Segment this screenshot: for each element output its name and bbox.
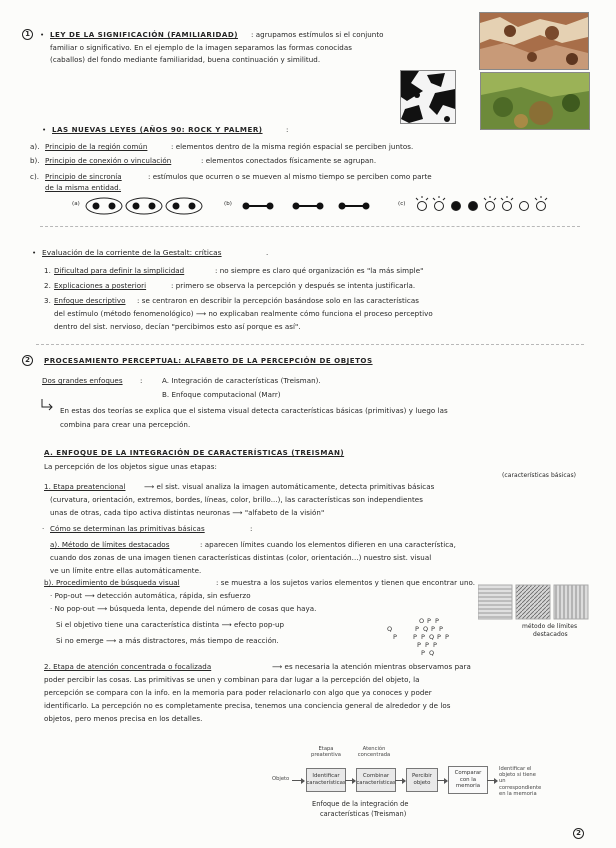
critica-text-cont: del estímulo (método fenomenológico) ⟶ no explicaban realmente cómo funciona el proceso perceptivo <box>54 309 433 318</box>
treisman-intro: La percepción de los objetos sigue unas etapas: <box>44 462 217 471</box>
bw-dalmatian-photo <box>400 70 456 124</box>
svg-text:P: P <box>425 641 429 649</box>
etapa-1-note: (características básicas) <box>502 472 577 479</box>
texture-boundary-figure <box>478 583 590 621</box>
section-divider <box>36 344 584 345</box>
svg-text:P: P <box>433 641 437 649</box>
critica-term: Dificultad para definir la simplicidad <box>54 266 185 275</box>
bullet: • <box>32 248 37 257</box>
giraffe-horse-photo <box>479 12 589 70</box>
etapa-1-text: ⟶ el sist. visual analiza la imagen automáticamente, detecta primitivas básicas <box>144 482 435 491</box>
svg-text:P: P <box>435 617 439 625</box>
popout-line: Si no emerge ⟶ a más distractores, más tiempo de reacción. <box>56 636 279 645</box>
nuevas-leyes-title: LAS NUEVAS LEYES (AÑOS 90: ROCK Y PALMER) <box>52 125 263 134</box>
metodo-b-text: : se muestra a los sujetos varios elementos y tienen que encontrar uno. <box>216 578 476 587</box>
etapa-1-cont: unas de otras, cada tipo activa distintas neuronas ⟶ "alfabeto de la visión" <box>50 508 325 517</box>
connection-figure <box>238 194 378 218</box>
popout-line: · Pop-out ⟶ detección automática, rápida, sin esfuerzo <box>50 591 251 600</box>
enfoques-colon: : <box>140 376 143 385</box>
diagram-box-combinar: Combinar características <box>356 768 396 792</box>
visual-search-letters <box>385 617 455 657</box>
critica-prefix: 1. <box>44 266 51 275</box>
diagram-caption: características (Treisman) <box>320 810 407 818</box>
critica-prefix: 3. <box>44 296 51 305</box>
diagram-stage-2-label: Atención concentrada <box>357 746 391 759</box>
metodo-b-term: b). Procedimiento de búsqueda visual <box>44 578 180 587</box>
evaluacion-title: Evaluación de la corriente de la Gestalt: críticas <box>42 248 222 257</box>
section-number-badge: 1 <box>22 29 33 40</box>
limites-label: método de límites <box>522 623 578 630</box>
diagram-objeto-label: Objeto <box>272 776 290 782</box>
etapa-2-cont: poder percibir las cosas. Las primitivas se unen y combinan para dar lugar a la percepción del objeto, la <box>44 675 420 684</box>
diagram-arrow <box>395 780 405 781</box>
ley-text: familiar o significativo. En el ejemplo de la imagen separamos las formas conocidas <box>50 43 352 52</box>
diagram-result-label: Identificar el objeto si tiene un correspondiente en la memoria <box>499 766 542 797</box>
figure-label-c: (c) <box>398 201 406 207</box>
metodo-a-cont: ve un límite entre ellas automáticamente. <box>50 566 202 575</box>
svg-text:P: P <box>445 633 449 641</box>
region-common-figure <box>84 194 204 218</box>
section-number-badge: 2 <box>22 355 33 366</box>
bullet: • <box>40 30 45 39</box>
diagram-arrow <box>487 780 497 781</box>
bullet: • <box>42 125 47 134</box>
metodo-a-term: a). Método de límites destacados <box>50 540 170 549</box>
critica-text: : primero se observa la percepción y después se intenta justificarla. <box>171 281 416 290</box>
etapa-2-cont: percepción se compara con la info. en la memoria para poder relacionarlo con algo que ya conoces y poder <box>44 688 432 697</box>
diagram-box-comparar: Comparar con la memoria <box>448 766 488 794</box>
bullet: · <box>42 524 45 533</box>
svg-text:P: P <box>427 617 431 625</box>
synchrony-figure <box>412 194 550 218</box>
ley-title: LEY DE LA SIGNIFICACIÓN (FAMILIARIDAD) <box>50 30 238 39</box>
critica-term: Explicaciones a posteriori <box>54 281 147 290</box>
enfoques-label: Dos grandes enfoques <box>42 376 123 385</box>
svg-text:P: P <box>421 649 425 657</box>
principle-prefix: b). <box>30 156 40 165</box>
popout-line: Si el objetivo tiene una característica distinta ⟶ efecto pop-up <box>56 620 285 629</box>
svg-text:Q: Q <box>423 625 429 633</box>
diagram-caption: Enfoque de la integración de <box>312 800 409 808</box>
giraffe-horse-illustration <box>480 13 588 69</box>
ley-text: (caballos) del fondo mediante familiaridad, buena continuación y similitud. <box>50 55 321 64</box>
metodo-a-cont: cuando dos zonas de una imagen tienen características distintas (color, orientación...) nuestro sist. visual <box>50 553 432 562</box>
principle-term: Principio de la región común <box>45 142 148 151</box>
critica-prefix: 2. <box>44 281 51 290</box>
page-number: 2 <box>573 828 584 839</box>
svg-text:P: P <box>421 633 425 641</box>
svg-text:P: P <box>415 625 419 633</box>
svg-text:P: P <box>437 633 441 641</box>
etapa-2-cont: objetos, pero menos precisa en los detalles. <box>44 714 203 723</box>
section-divider <box>40 226 580 227</box>
evaluacion-colon: . <box>266 248 269 257</box>
return-arrow-icon <box>40 398 54 412</box>
enfoques-note: En estas dos teorías se explica que el sistema visual detecta características básicas (primitivas) y luego las <box>60 406 448 415</box>
diagram-arrow <box>345 780 355 781</box>
principle-text: : elementos dentro de la misma región espacial se perciben juntos. <box>171 142 414 151</box>
figure-label-b: (b) <box>224 201 232 207</box>
principle-prefix: a). <box>30 142 40 151</box>
enfoque-b: B. Enfoque computacional (Marr) <box>162 390 281 399</box>
principle-text-cont: de la misma entidad. <box>45 183 122 192</box>
etapa-2-text: ⟶ es necesaria la atención mientras observamos para <box>272 662 471 671</box>
diagram-arrow <box>437 780 447 781</box>
critica-text: : no siempre es claro qué organización es "la más simple" <box>215 266 424 275</box>
svg-text:P: P <box>413 633 417 641</box>
nuevas-leyes-colon: : <box>286 125 289 134</box>
etapa-1-term: 1. Etapa preatencional <box>44 482 126 491</box>
svg-text:Q: Q <box>429 649 435 657</box>
etapa-2-cont: identificarlo. La percepción no es completamente precisa, tenemos una conciencia general de alrededor y de los <box>44 701 451 710</box>
metodo-a-text: : aparecen límites cuando los elementos difieren en una característica, <box>200 540 456 549</box>
svg-text:P: P <box>393 633 397 641</box>
svg-text:Q: Q <box>429 633 435 641</box>
svg-text:P: P <box>431 625 435 633</box>
como-title: Cómo se determinan las primitivas básicas <box>50 524 205 533</box>
critica-text: : se centraron en describir la percepción basándose solo en las características <box>137 296 419 305</box>
principle-text: : estímulos que ocurren o se mueven al mismo tiempo se perciben como parte <box>148 172 432 181</box>
enfoque-a: A. Integración de características (Treisman). <box>162 376 321 385</box>
svg-text:P: P <box>417 641 421 649</box>
principle-term: Principio de sincronía <box>45 172 122 181</box>
hidden-horses-photo <box>480 72 590 130</box>
diagram-stage-1-label: Etapa preatentiva <box>311 746 341 759</box>
critica-term: Enfoque descriptivo <box>54 296 126 305</box>
critica-text-cont: dentro del sist. nervioso, decían "percibimos esto así porque es así". <box>54 322 301 331</box>
treisman-title: A. ENFOQUE DE LA INTEGRACIÓN DE CARACTERÍSTICAS (TREISMAN) <box>44 448 345 457</box>
limites-label: destacados <box>533 631 568 638</box>
svg-text:P: P <box>439 625 443 633</box>
principle-prefix: c). <box>30 172 40 181</box>
como-colon: : <box>250 524 253 533</box>
etapa-2-term: 2. Etapa de atención concentrada o focalizada <box>44 662 212 671</box>
popout-line: · No pop-out ⟶ búsqueda lenta, depende del número de cosas que haya. <box>50 604 317 613</box>
svg-text:O: O <box>419 617 425 625</box>
diagram-box-identificar: Identificar características <box>306 768 346 792</box>
etapa-1-cont: (curvatura, orientación, extremos, bordes, líneas, color, brillo...), las características son independientes <box>50 495 423 504</box>
svg-text:Q: Q <box>387 625 393 633</box>
ley-text: : agrupamos estímulos si el conjunto <box>251 30 384 39</box>
green-landscape-illustration <box>481 73 589 129</box>
bw-pattern-illustration <box>401 71 455 123</box>
principle-term: Principio de conexión o vinculación <box>45 156 172 165</box>
diagram-arrow <box>292 780 304 781</box>
section-2-title: PROCESAMIENTO PERCEPTUAL: ALFABETO DE LA PERCEPCIÓN DE OBJETOS <box>44 356 373 365</box>
figure-label-a: (a) <box>72 201 80 207</box>
enfoques-note: combina para crear una percepción. <box>60 420 191 429</box>
diagram-box-percibir: Percibir objeto <box>406 768 438 792</box>
principle-text: : elementos conectados físicamente se agrupan. <box>201 156 377 165</box>
